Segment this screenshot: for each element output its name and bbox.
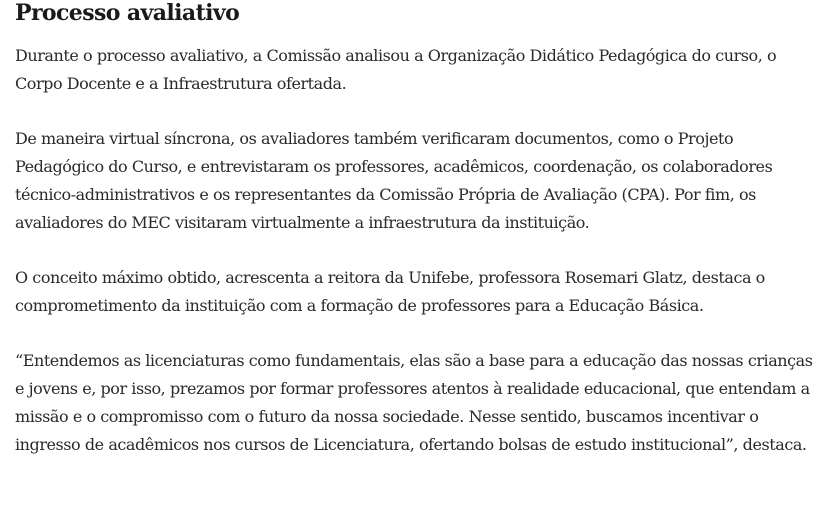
paragraph-rector-statement: O conceito máximo obtido, acrescenta a reitora da Unifebe, professora Rosemari Glatz, destaca o comprometimento da instituição com a formação de professores para a Educação Básica. — [15, 268, 765, 315]
article-body — [15, 0, 825, 459]
paragraph-virtual-visit: De maneira virtual síncrona, os avaliadores também verificaram documentos, como o Projeto Pedagógico do Curso, e entrevistaram os professores, acadêmicos, coordenação, os colaboradores técnico-administrativos e os representantes da Comissão Própria de Avaliação (CPA). Por fim, os avaliadores do MEC visitaram virtualmente a infraestrutura da instituição. — [15, 129, 773, 232]
paragraph-evaluation-process: Durante o processo avaliativo, a Comissão analisou a Organização Didático Pedagógica do curso, o Corpo Docente e a Infraestrutura ofertada. — [15, 46, 777, 93]
paragraph-quote: “Entendemos as licenciaturas como fundamentais, elas são a base para a educação das nossas crianças e jovens e, por isso, prezamos por formar professores atentos à realidade educacional, que entendam a missão e o compromisso com o futuro da nossa sociedade. Nesse sentido, buscamos incentivar o ingresso de acadêmicos nos cursos de Licenciatura, ofertando bolsas de estudo institucional”, destaca. — [15, 351, 813, 454]
section-heading: Processo avaliativo — [15, 0, 240, 26]
